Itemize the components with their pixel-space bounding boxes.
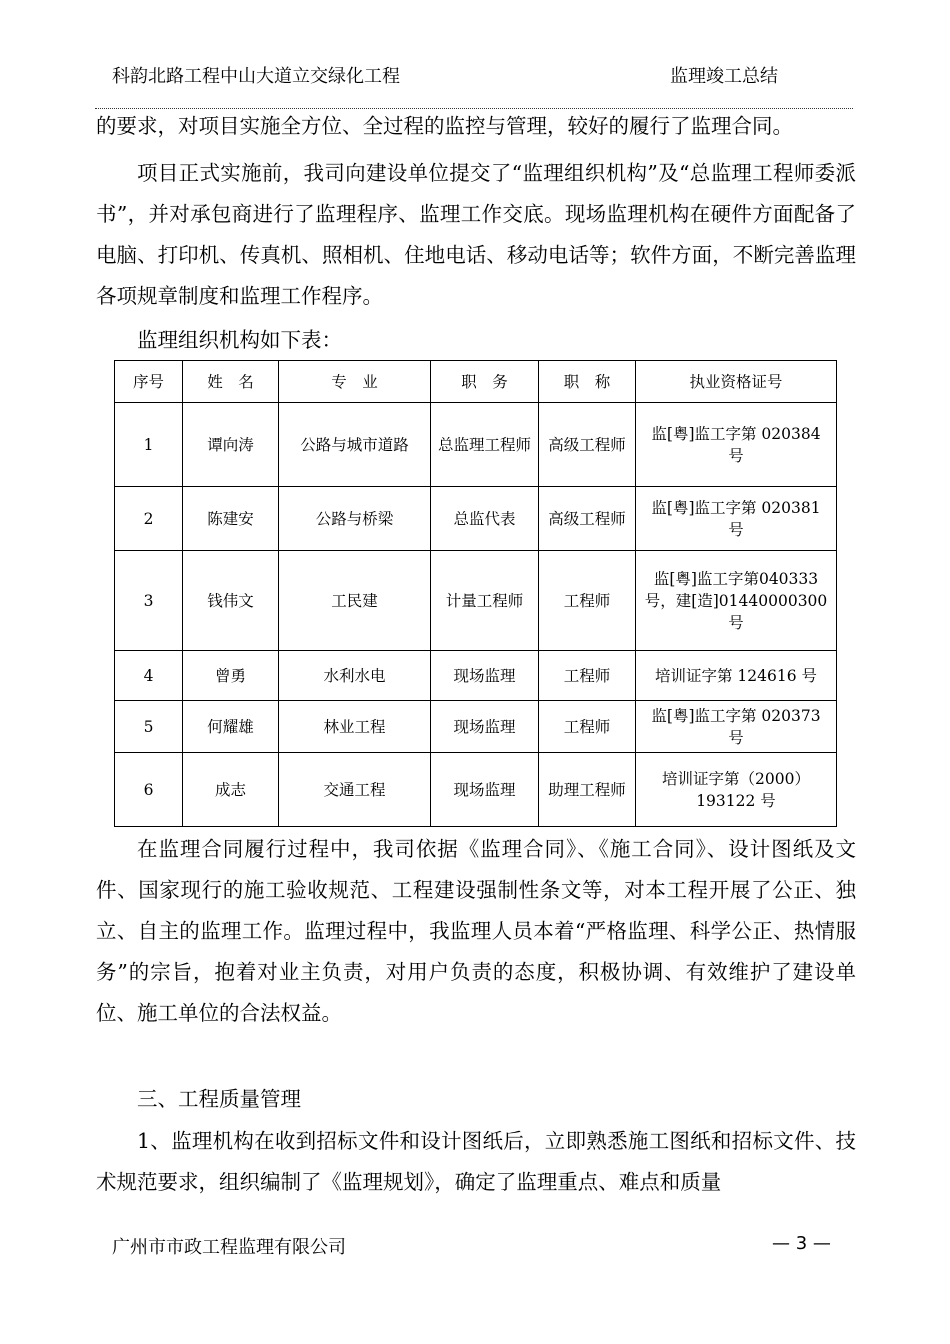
cell-position: 总监理工程师 xyxy=(431,403,539,487)
header-cell-certificate: 执业资格证号 xyxy=(636,361,837,403)
cell-name: 何耀雄 xyxy=(183,701,279,753)
cell-specialty: 工民建 xyxy=(279,551,431,651)
cell-specialty: 林业工程 xyxy=(279,701,431,753)
cell-index: 3 xyxy=(115,551,183,651)
cell-position: 现场监理 xyxy=(431,651,539,701)
table-intro: 监理组织机构如下表： xyxy=(137,328,342,352)
header-document-title: 监理竣工总结 xyxy=(670,66,778,87)
header-cell-specialty: 专 业 xyxy=(279,361,431,403)
cell-index: 1 xyxy=(115,403,183,487)
cell-title: 工程师 xyxy=(539,651,636,701)
cell-name: 陈建安 xyxy=(183,487,279,551)
table-row xyxy=(115,753,837,827)
cell-title: 工程师 xyxy=(539,551,636,651)
footer-company: 广州市市政工程监理有限公司 xyxy=(112,1237,346,1258)
table-header-row xyxy=(115,361,837,403)
paragraph-continued: 的要求，对项目实施全方位、全过程的监控与管理，较好的履行了监理合同。 xyxy=(96,114,793,138)
cell-certificate: 监[粤]监工字第 020373 号 xyxy=(636,701,837,753)
table-row xyxy=(115,403,837,487)
paragraph-preparation: 项目正式实施前，我司向建设单位提交了“监理组织机构”及“总监理工程师委派书”，并对承包商进行了监理程序、监理工作交底。现场监理机构在硬件方面配备了电脑、打印机、传真机、照相机、住地电话、移动电话等；软件方面，不断完善监理各项规章制度和监理工作程序。 xyxy=(96,161,856,308)
cell-index: 4 xyxy=(115,651,183,701)
header-cell-title: 职 称 xyxy=(539,361,636,403)
cell-specialty: 公路与城市道路 xyxy=(279,403,431,487)
cell-name: 谭向涛 xyxy=(183,403,279,487)
cell-specialty: 水利水电 xyxy=(279,651,431,701)
cell-index: 6 xyxy=(115,753,183,827)
cell-specialty: 交通工程 xyxy=(279,753,431,827)
header-cell-index: 序号 xyxy=(115,361,183,403)
table-row xyxy=(115,487,837,551)
cell-certificate: 监[粤]监工字第 020381 号 xyxy=(636,487,837,551)
section-heading-quality: 三、工程质量管理 xyxy=(137,1087,301,1111)
cell-name: 钱伟文 xyxy=(183,551,279,651)
cell-title: 高级工程师 xyxy=(539,487,636,551)
header-cell-position: 职 务 xyxy=(431,361,539,403)
organization-table xyxy=(114,360,837,827)
page-number: — 3 — xyxy=(772,1233,831,1254)
header-cell-name: 姓 名 xyxy=(183,361,279,403)
cell-specialty: 公路与桥梁 xyxy=(279,487,431,551)
cell-certificate: 培训证字第（2000）193122 号 xyxy=(636,753,837,827)
cell-certificate: 培训证字第 124616 号 xyxy=(636,651,837,701)
cell-index: 2 xyxy=(115,487,183,551)
cell-position: 现场监理 xyxy=(431,753,539,827)
cell-name: 曾勇 xyxy=(183,651,279,701)
cell-title: 高级工程师 xyxy=(539,403,636,487)
table-row xyxy=(115,701,837,753)
table-row xyxy=(115,651,837,701)
header-project-title: 科韵北路工程中山大道立交绿化工程 xyxy=(112,66,400,87)
cell-certificate: 监[粤]监工字第 020384 号 xyxy=(636,403,837,487)
cell-position: 总监代表 xyxy=(431,487,539,551)
paragraph-quality-1: 1、监理机构在收到招标文件和设计图纸后，立即熟悉施工图纸和招标文件、技术规范要求，组织编制了《监理规划》，确定了监理重点、难点和质量 xyxy=(96,1129,856,1194)
cell-position: 现场监理 xyxy=(431,701,539,753)
cell-certificate: 监[粤]监工字第040333号，建[造]01440000300 号 xyxy=(636,551,837,651)
cell-index: 5 xyxy=(115,701,183,753)
paragraph-supervision: 在监理合同履行过程中，我司依据《监理合同》、《施工合同》、设计图纸及文件、国家现行的施工验收规范、工程建设强制性条文等，对本工程开展了公正、独立、自主的监理工作。监理过程中，我监理人员本着“严格监理、科学公正、热情服务”的宗旨，抱着对业主负责，对用户负责的态度，积极协调、有效维护了建设单位、施工单位的合法权益。 xyxy=(96,837,856,1025)
cell-title: 工程师 xyxy=(539,701,636,753)
cell-position: 计量工程师 xyxy=(431,551,539,651)
cell-title: 助理工程师 xyxy=(539,753,636,827)
cell-name: 成志 xyxy=(183,753,279,827)
table-row xyxy=(115,551,837,651)
